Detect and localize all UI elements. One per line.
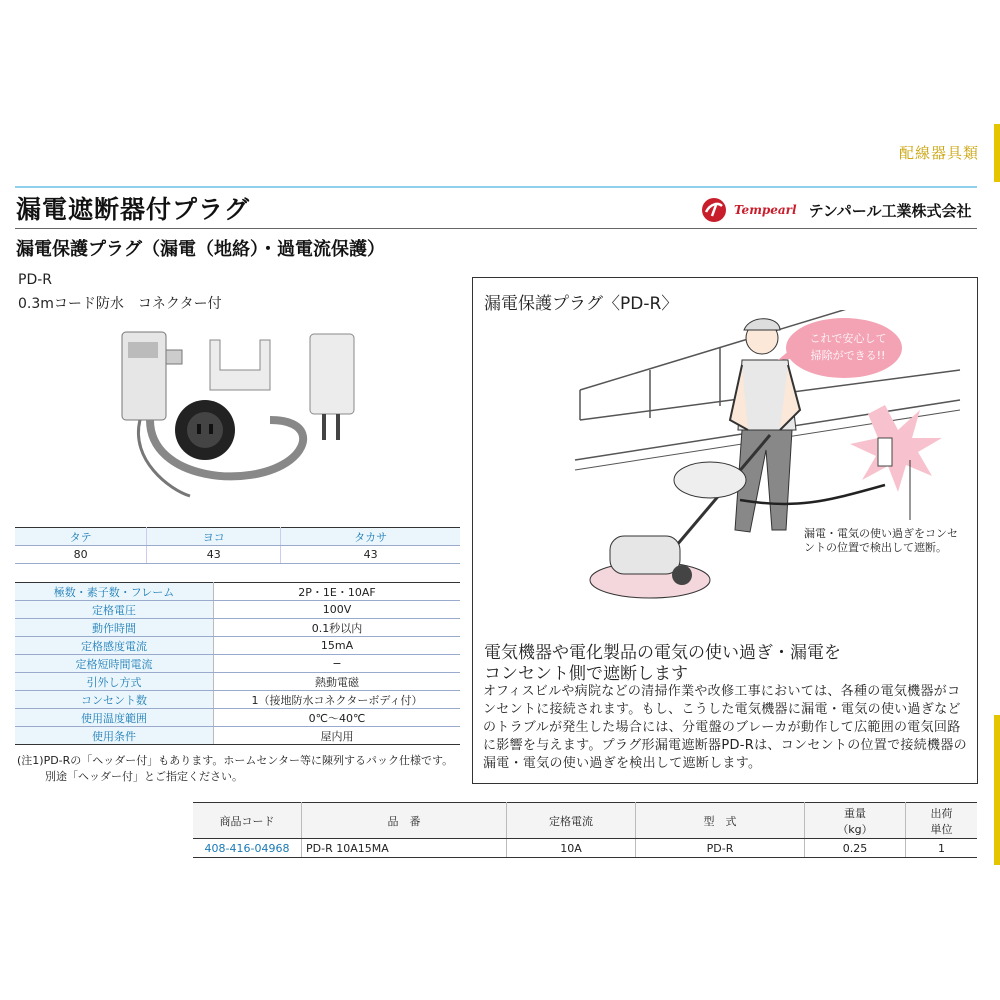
subtitle: 漏電保護プラグ（漏電（地絡）・過電流保護） xyxy=(16,239,385,260)
header-weight xyxy=(805,803,906,839)
brand-block xyxy=(700,196,971,224)
rating-key: 使用条件 xyxy=(15,727,214,745)
rating-key: 定格感度電流 xyxy=(15,637,214,655)
table-row xyxy=(15,673,460,691)
title-rule xyxy=(15,228,977,229)
table-row xyxy=(15,637,460,655)
product-type: PD-R xyxy=(636,839,805,858)
rating-key: 動作時間 xyxy=(15,619,214,637)
speech-bubble-text: これで安心して掃除ができる!! xyxy=(809,332,887,362)
dim-value-tate: 80 xyxy=(15,546,147,564)
rating-value: 0℃〜40℃ xyxy=(214,709,461,727)
product-code: 408-416-04968 xyxy=(193,839,302,858)
category-label: 配線器具類 xyxy=(899,144,980,162)
side-index-tab xyxy=(994,124,1000,182)
rating-value: 熱動電磁 xyxy=(214,673,461,691)
rating-key: 使用温度範囲 xyxy=(15,709,214,727)
rating-value: 100V xyxy=(214,601,461,619)
dimensions-table xyxy=(15,527,460,564)
product-table xyxy=(193,802,977,858)
note-line-1: (注1)PD-Rの「ヘッダー付」もあります。ホームセンター等に陳列するパック仕様です。 xyxy=(17,754,454,767)
product-weight: 0.25 xyxy=(805,839,906,858)
rating-value: 15mA xyxy=(214,637,461,655)
feature-heading-line-2: コンセント側で遮断します xyxy=(484,664,688,684)
product-photo xyxy=(110,320,370,510)
note-line-2: 別途「ヘッダー付」とご指定ください。 xyxy=(45,770,243,783)
dim-header-takasa: タカサ xyxy=(281,528,460,546)
dim-value-takasa: 43 xyxy=(281,546,460,564)
product-current: 10A xyxy=(507,839,636,858)
header-code: 商品コード xyxy=(193,803,302,839)
table-row xyxy=(15,727,460,745)
table-row xyxy=(15,655,460,673)
rating-value: − xyxy=(214,655,461,673)
brand-name-en: Tempearl xyxy=(734,203,797,217)
header-type: 型 式 xyxy=(636,803,805,839)
dim-value-yoko: 43 xyxy=(147,546,281,564)
table-row xyxy=(193,839,977,858)
side-index-tab xyxy=(994,715,1000,865)
rating-value: 1（接地防水コネクターボディ付） xyxy=(214,691,461,709)
category-rule xyxy=(15,186,977,188)
feature-heading-line-1: 電気機器や電化製品の電気の使い過ぎ・漏電を xyxy=(484,643,841,663)
callout-text: 漏電・電気の使い過ぎをコンセントの位置で検出して遮断。 xyxy=(804,527,958,554)
table-row xyxy=(15,709,460,727)
rating-key: コンセント数 xyxy=(15,691,214,709)
model-name: PD-R xyxy=(18,272,53,288)
feature-body: オフィスビルや病院などの清掃作業や改修工事においては、各種の電気機器がコンセントに接続されます。もし、こうした電気機器に漏電・電気の使い過ぎなどのトラブルが発生した場合には、分電盤のブレーカが動作して広範囲の電気回路に影響を与えます。プラグ形漏電遮断器PD-Rは、コンセントの位置で接続機器の漏電・電気の使い過ぎを検出して遮断します。 xyxy=(483,684,967,771)
model-description: 0.3mコード防水 コネクター付 xyxy=(18,296,222,312)
rating-value: 屋内用 xyxy=(214,727,461,745)
header-weight-line-2: （kg） xyxy=(837,822,873,836)
header-unit xyxy=(906,803,978,839)
rating-key: 引外し方式 xyxy=(15,673,214,691)
rating-key: 定格電圧 xyxy=(15,601,214,619)
dim-header-tate: タテ xyxy=(15,528,147,546)
page-title: 漏電遮断器付プラグ xyxy=(16,195,251,224)
rating-table xyxy=(15,582,460,745)
header-unit-line-1: 出荷 xyxy=(930,806,953,820)
rating-key: 極数・素子数・フレーム xyxy=(15,583,214,601)
dim-header-yoko: ヨコ xyxy=(147,528,281,546)
table-row xyxy=(15,691,460,709)
table-row xyxy=(15,601,460,619)
header-weight-line-1: 重量 xyxy=(844,806,866,820)
product-hinban: PD-R 10A15MA xyxy=(302,839,507,858)
panel-title: 漏電保護プラグ〈PD-R〉 xyxy=(484,294,679,314)
table-row xyxy=(15,583,460,601)
rating-key: 定格短時間電流 xyxy=(15,655,214,673)
tempearl-logo-icon xyxy=(700,196,728,224)
table-row xyxy=(15,619,460,637)
rating-value: 2P・1E・10AF xyxy=(214,583,461,601)
header-current: 定格電流 xyxy=(507,803,636,839)
product-unit: 1 xyxy=(906,839,978,858)
brand-name-jp: テンパール工業株式会社 xyxy=(808,201,972,220)
header-unit-line-2: 単位 xyxy=(930,822,953,836)
rating-value: 0.1秒以内 xyxy=(214,619,461,637)
header-hinban: 品 番 xyxy=(302,803,507,839)
